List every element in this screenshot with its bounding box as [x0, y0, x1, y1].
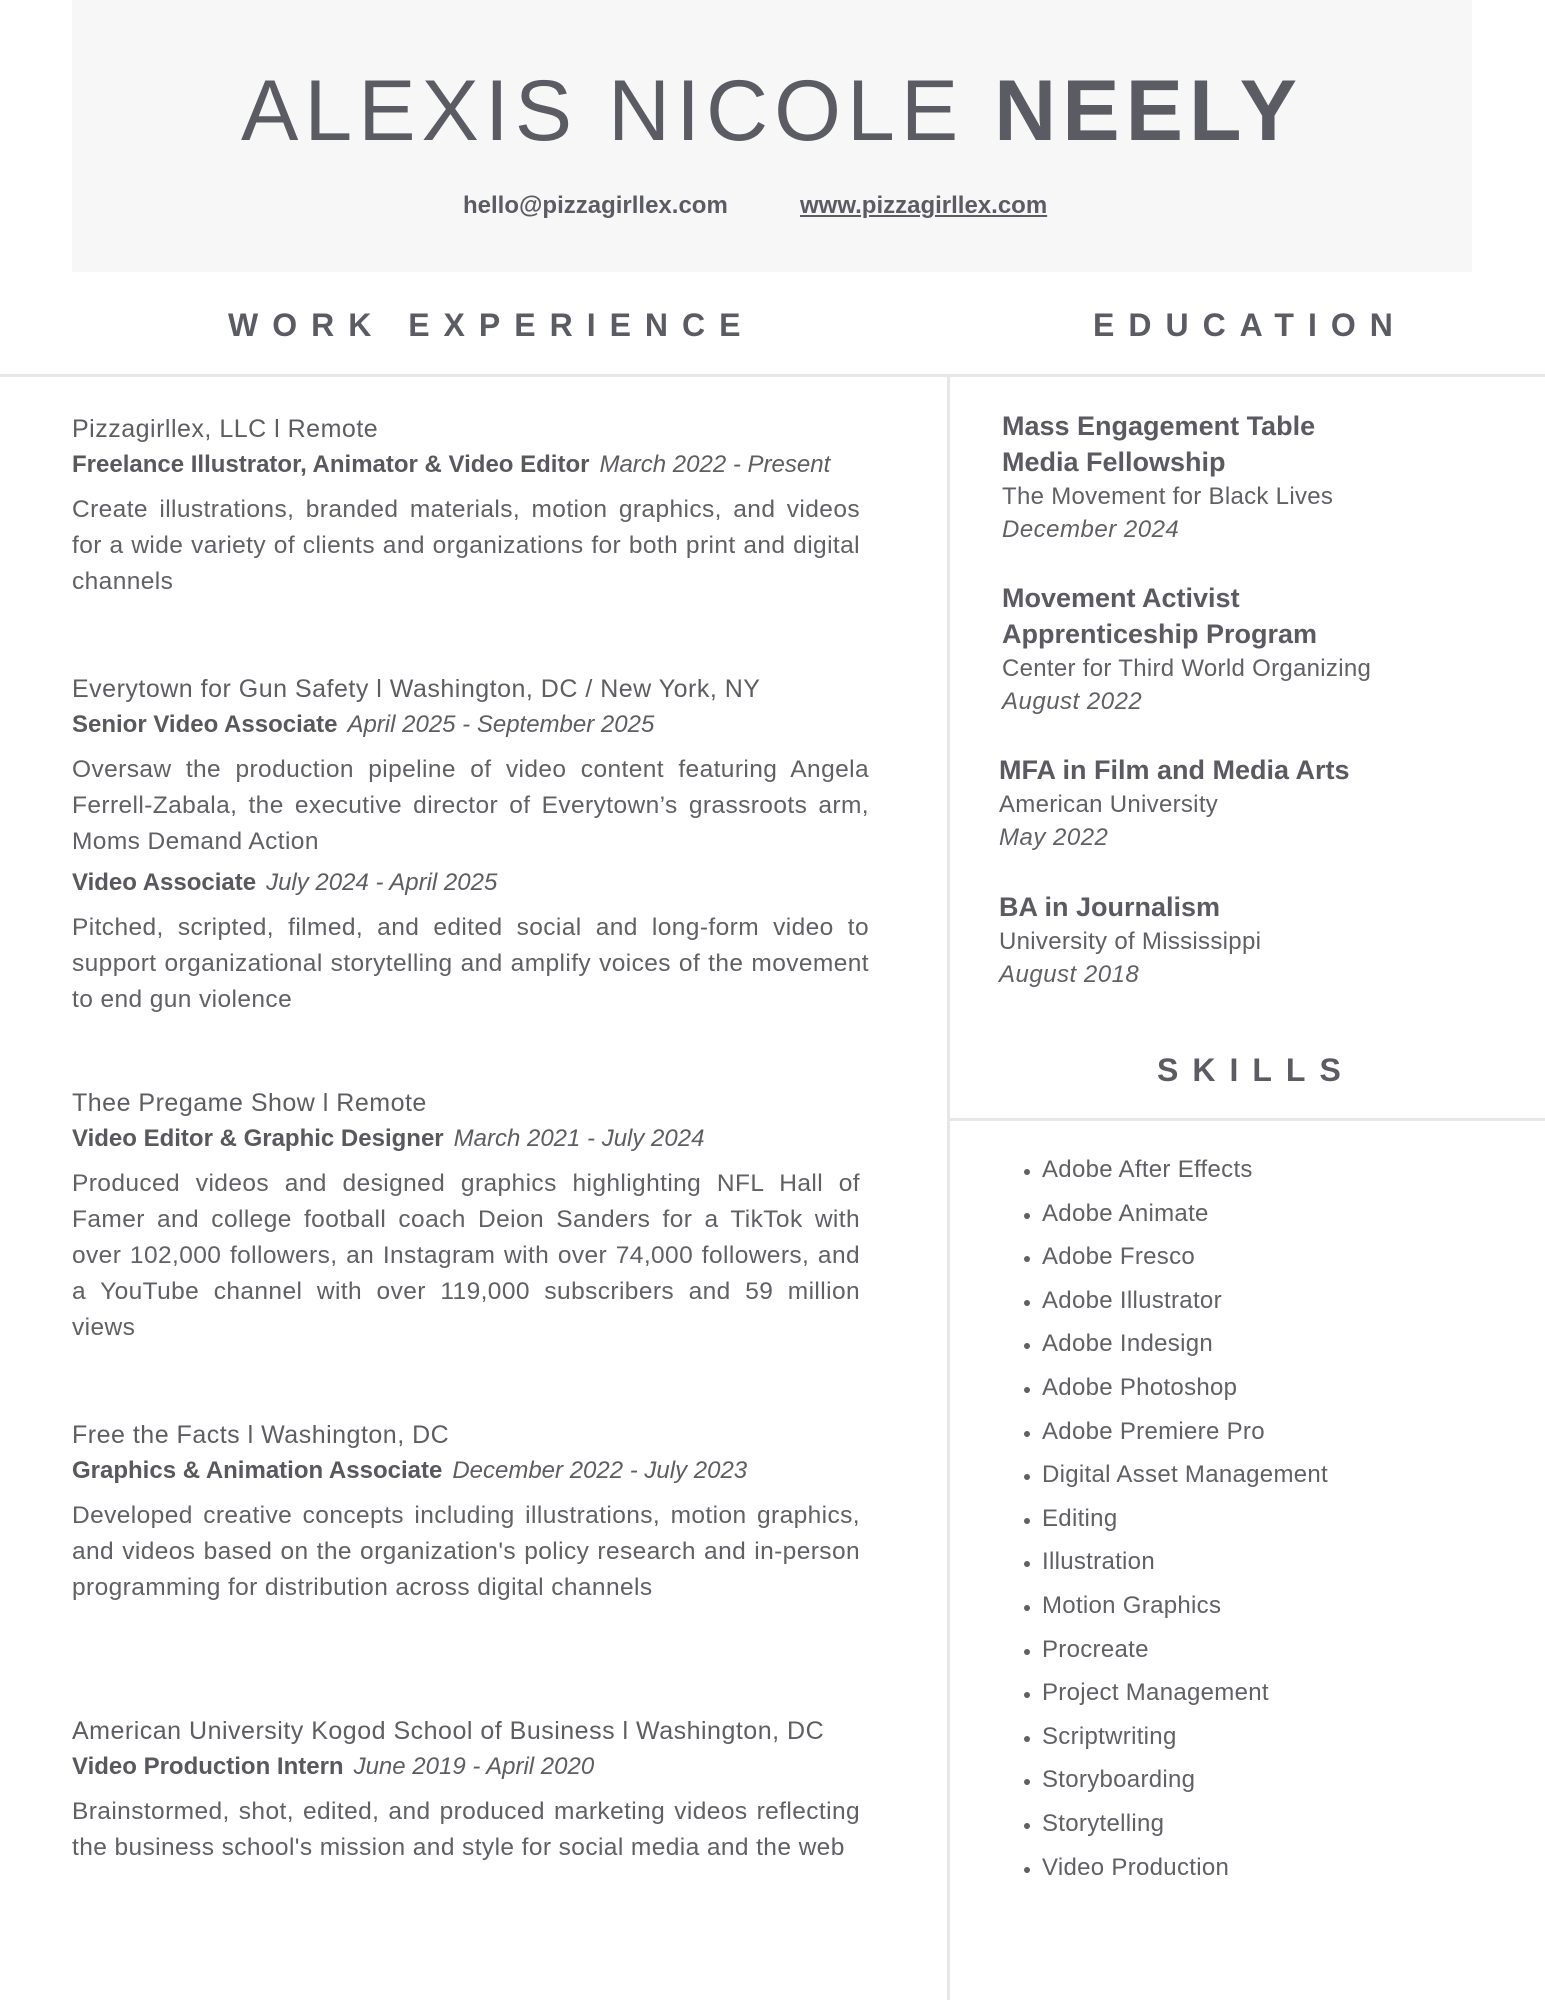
job-role: [72, 1452, 922, 1490]
first-names: ALEXIS NICOLE: [241, 63, 965, 159]
skill-item: • Procreate: [1042, 1628, 1328, 1672]
job-title: Video Editor & Graphic Designer: [72, 1125, 444, 1152]
job-entry: [72, 1418, 922, 1610]
degree-name: BA in Journalism: [999, 892, 1221, 922]
top-divider: [0, 374, 1545, 377]
skills-divider: [950, 1118, 1545, 1121]
education-entry: [999, 752, 1449, 854]
job-description: Brainstormed, shot, edited, and produced marketing videos reflecting the business school's mission and style for social media and the web: [72, 1798, 860, 1861]
work-experience-heading: WORK EXPERIENCE: [228, 307, 755, 343]
job-title: Senior Video Associate: [72, 711, 338, 738]
skill-item: • Adobe Photoshop: [1042, 1366, 1328, 1410]
skill-item: • Adobe Illustrator: [1042, 1279, 1328, 1323]
skill-item: • Illustration: [1042, 1540, 1328, 1584]
job-description: Produced videos and designed graphics highlighting NFL Hall of Famer and college football coach Deion Sanders for a TikTok with over 102,000 followers, an Instagram with over 74,000 followers, and a YouTube channel with over 119,000 subscribers and 59 million views: [72, 1170, 860, 1341]
job-organization: Everytown for Gun Safety l Washington, DC / New York, NY: [72, 675, 761, 703]
website-link[interactable]: www.pizzagirllex.com: [800, 192, 1048, 219]
skill-item: • Scriptwriting: [1042, 1715, 1328, 1759]
skill-item: • Video Production: [1042, 1846, 1328, 1890]
job-entry: [72, 412, 922, 604]
email-address[interactable]: hello@pizzagirllex.com: [463, 192, 728, 219]
skills-heading: SKILLS: [1157, 1052, 1355, 1088]
skill-item: • Storytelling: [1042, 1802, 1328, 1846]
skill-item: • Storyboarding: [1042, 1758, 1328, 1802]
job-entry: [72, 672, 922, 1022]
job-dates: April 2025 - September 2025: [347, 711, 655, 738]
job-title: Video Production Intern: [72, 1753, 344, 1780]
degree-name: Movement Activist: [1002, 583, 1240, 613]
job-description: Oversaw the production pipeline of video content featuring Angela Ferrell-Zabala, the executive director of Everytown’s grassroots arm, Moms Demand Action: [72, 756, 869, 855]
skill-item: • Adobe Fresco: [1042, 1235, 1328, 1279]
job-role: [72, 864, 922, 902]
column-divider: [947, 376, 950, 2000]
job-dates: December 2022 - July 2023: [452, 1457, 748, 1484]
skill-item: • Editing: [1042, 1497, 1328, 1541]
education-date: August 2018: [999, 961, 1140, 988]
job-dates: June 2019 - April 2020: [353, 1753, 595, 1780]
degree-name: MFA in Film and Media Arts: [999, 755, 1350, 785]
job-role: [72, 1120, 922, 1158]
education-entry: [1002, 408, 1452, 546]
school-name: Center for Third World Organizing: [1002, 655, 1372, 682]
skill-item: • Motion Graphics: [1042, 1584, 1328, 1628]
job-organization: Thee Pregame Show l Remote: [72, 1089, 427, 1117]
job-organization: Pizzagirllex, LLC l Remote: [72, 415, 379, 443]
job-dates: July 2024 - April 2025: [266, 869, 498, 896]
job-title: Freelance Illustrator, Animator & Video Editor: [72, 451, 590, 478]
job-entry: [72, 1714, 922, 1870]
school-name: University of Mississippi: [999, 928, 1262, 955]
job-role: [72, 706, 922, 744]
skill-item: • Adobe Premiere Pro: [1042, 1410, 1328, 1454]
last-name: NEELY: [994, 63, 1303, 159]
skill-item: • Adobe After Effects: [1042, 1148, 1328, 1192]
education-date: December 2024: [1002, 516, 1180, 543]
school-name: American University: [999, 791, 1219, 818]
job-role: [72, 1748, 922, 1786]
school-name: The Movement for Black Lives: [1002, 483, 1334, 510]
education-heading: EDUCATION: [1093, 307, 1407, 343]
job-role: [72, 446, 922, 484]
job-title: Video Associate: [72, 869, 257, 896]
degree-name-continued: Media Fellowship: [1002, 447, 1226, 477]
job-entry: [72, 1086, 922, 1350]
job-dates: March 2021 - July 2024: [453, 1125, 705, 1152]
education-date: May 2022: [999, 824, 1109, 851]
degree-name: Mass Engagement Table: [1002, 411, 1316, 441]
skill-item: • Project Management: [1042, 1671, 1328, 1715]
education-date: August 2022: [1002, 688, 1143, 715]
education-entry: [1002, 580, 1452, 718]
job-organization: Free the Facts l Washington, DC: [72, 1421, 450, 1449]
skill-item: • Adobe Indesign: [1042, 1322, 1328, 1366]
skill-item: • Digital Asset Management: [1042, 1453, 1328, 1497]
job-description: Pitched, scripted, filmed, and edited social and long-form video to support organizational storytelling and amplify voices of the movement to end gun violence: [72, 914, 869, 1013]
job-title: Graphics & Animation Associate: [72, 1457, 443, 1484]
education-entry: [999, 889, 1449, 991]
job-dates: March 2022 - Present: [599, 451, 831, 478]
degree-name-continued: Apprenticeship Program: [1002, 619, 1318, 649]
job-organization: American University Kogod School of Business l Washington, DC: [72, 1717, 825, 1745]
job-description: Developed creative concepts including illustrations, motion graphics, and videos based on the organization's policy research and in-person programming for distribution across digital channels: [72, 1502, 860, 1601]
job-description: Create illustrations, branded materials, motion graphics, and videos for a wide variety of clients and organizations for both print and digital channels: [72, 496, 860, 595]
header-banner: [72, 0, 1472, 272]
candidate-name: [72, 62, 1472, 161]
skill-item: • Adobe Animate: [1042, 1192, 1328, 1236]
skills-list: [1000, 1148, 1328, 1889]
